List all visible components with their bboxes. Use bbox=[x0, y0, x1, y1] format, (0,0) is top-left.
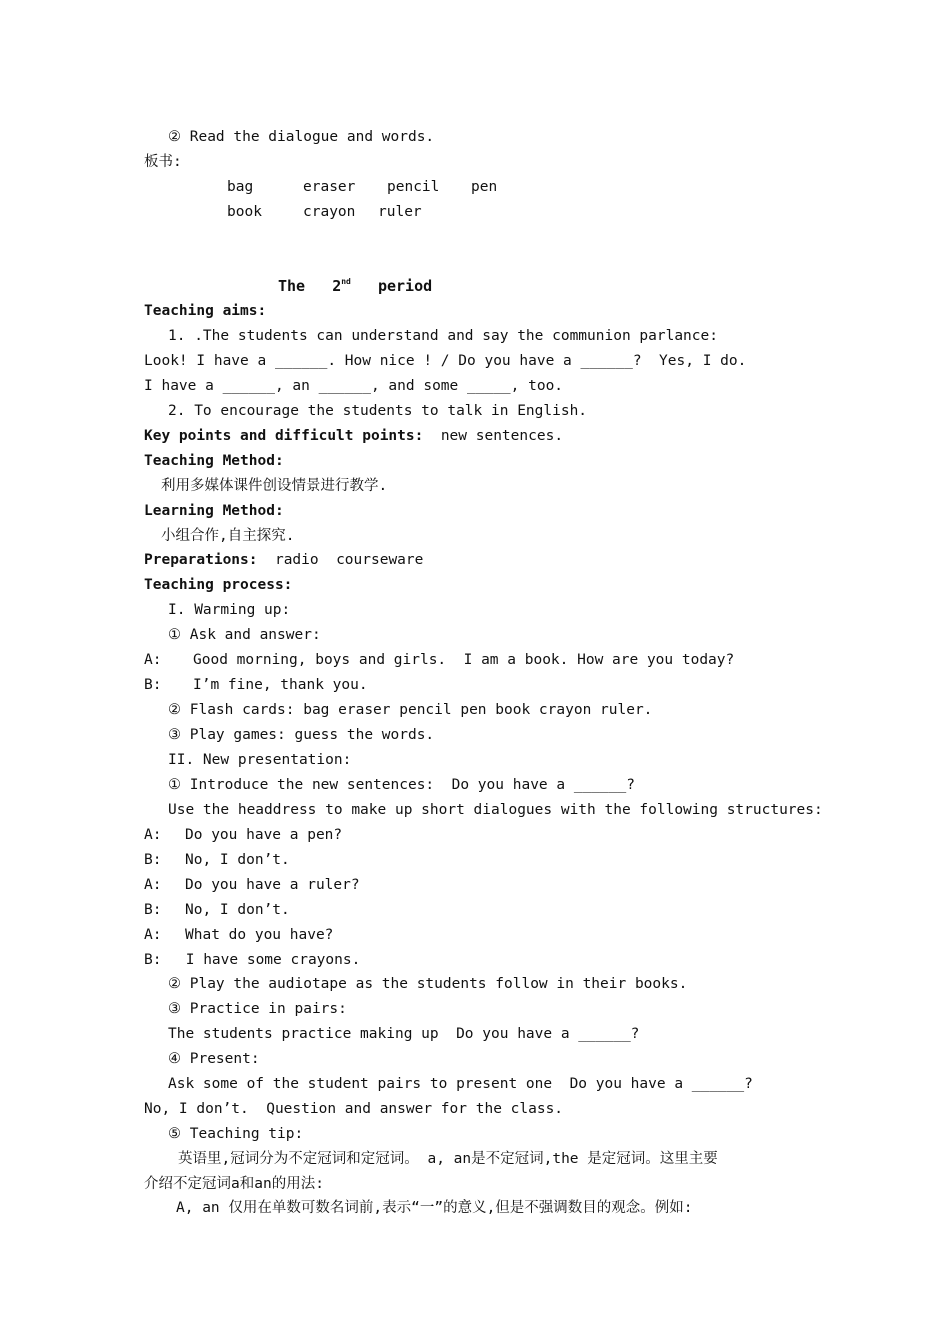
word-bag: bag bbox=[227, 179, 254, 195]
ask-and-answer: ① Ask and answer: bbox=[168, 627, 321, 643]
dialogue-text: No, I don’t. bbox=[185, 902, 290, 918]
dialogue-speaker: B: bbox=[144, 902, 162, 918]
key-points-heading: Key points and difficult points: bbox=[144, 428, 424, 444]
dialogue-text: No, I don’t. bbox=[185, 852, 290, 868]
dialogue-speaker: A: bbox=[144, 827, 162, 843]
dialogue-text: Do you have a pen? bbox=[185, 827, 343, 843]
dialogue-speaker: A: bbox=[144, 877, 162, 893]
aim-2: 2. To encourage the students to talk in English. bbox=[168, 403, 588, 419]
speaker-a-1-text: Good morning, boys and girls. I am a book. How are you today? bbox=[193, 652, 735, 668]
aim-1: 1. .The students can understand and say the communion parlance: bbox=[168, 328, 718, 344]
dialogue-text: I have some crayons. bbox=[177, 952, 361, 968]
new-presentation: II. New presentation: bbox=[168, 752, 352, 768]
present: ④ Present: bbox=[168, 1051, 260, 1067]
period-suffix: nd bbox=[341, 277, 351, 286]
dialogue-text: What do you have? bbox=[185, 927, 334, 943]
step-read-dialogue: ② Read the dialogue and words. bbox=[168, 129, 435, 145]
teaching-aims-heading: Teaching aims: bbox=[144, 303, 267, 319]
learning-method-text: 小组合作,自主探究. bbox=[161, 528, 295, 544]
teaching-process-heading: Teaching process: bbox=[144, 577, 293, 593]
tip-text-2: 介绍不定冠词a和an的用法: bbox=[144, 1176, 324, 1192]
present-text: Ask some of the student pairs to present one Do you have a ______? bbox=[168, 1076, 753, 1092]
period-number: 2 bbox=[332, 277, 342, 295]
dialogue-speaker: B: bbox=[144, 952, 162, 968]
introduce-sentences: ① Introduce the new sentences: Do you have a ______? bbox=[168, 777, 635, 793]
tip-text-3: A, an 仅用在单数可数名词前,表示“一”的意义,但是不强调数目的观念。例如: bbox=[176, 1200, 693, 1216]
word-eraser: eraser bbox=[303, 179, 356, 195]
word-pencil: pencil bbox=[387, 179, 440, 195]
practice-text: The students practice making up Do you have a ______? bbox=[168, 1026, 640, 1042]
tip-text-1: 英语里,冠词分为不定冠词和定冠词。 a, an是不定冠词,the 是定冠词。这里主要 bbox=[178, 1151, 718, 1167]
practice-in-pairs: ③ Practice in pairs: bbox=[168, 1001, 347, 1017]
play-games: ③ Play games: guess the words. bbox=[168, 727, 435, 743]
warming-up: I. Warming up: bbox=[168, 602, 291, 618]
key-points-line bbox=[144, 427, 563, 445]
dialogue-speaker: B: bbox=[144, 852, 162, 868]
word-crayon: crayon bbox=[303, 204, 356, 220]
speaker-b-1-text: I’m fine, thank you. bbox=[193, 677, 368, 693]
period-title bbox=[278, 277, 432, 295]
blackboard-label: 板书: bbox=[144, 154, 182, 170]
period-word: period bbox=[377, 277, 433, 295]
dialogue-text: Do you have a ruler? bbox=[185, 877, 360, 893]
teaching-method-heading: Teaching Method: bbox=[144, 453, 284, 469]
period-the: The bbox=[278, 277, 306, 295]
dialogue-speaker: A: bbox=[144, 927, 162, 943]
preparations-heading: Preparations: bbox=[144, 552, 258, 568]
flash-cards: ② Flash cards: bag eraser pencil pen book crayon ruler. bbox=[168, 702, 653, 718]
preparations-line bbox=[144, 551, 423, 569]
learning-method-heading: Learning Method: bbox=[144, 503, 284, 519]
word-pen: pen bbox=[471, 179, 498, 195]
preparations-text: radio courseware bbox=[274, 552, 424, 568]
speaker-a-1: A: bbox=[144, 652, 162, 668]
aim-1-line-3: I have a ______, an ______, and some _____, too. bbox=[144, 378, 564, 394]
word-ruler: ruler bbox=[378, 204, 422, 220]
teaching-tip: ⑤ Teaching tip: bbox=[168, 1126, 304, 1142]
key-points-text: new sentences. bbox=[440, 428, 564, 444]
play-audiotape: ② Play the audiotape as the students follow in their books. bbox=[168, 976, 688, 992]
word-book: book bbox=[227, 204, 262, 220]
present-text-2: No, I don’t. Question and answer for the class. bbox=[144, 1101, 564, 1117]
speaker-b-1: B: bbox=[144, 677, 162, 693]
use-headdress: Use the headdress to make up short dialogues with the following structures: bbox=[168, 802, 823, 818]
teaching-method-text: 利用多媒体课件创设情景进行教学. bbox=[161, 478, 388, 494]
aim-1-line-2: Look! I have a ______. How nice ! / Do you have a ______? Yes, I do. bbox=[144, 353, 747, 369]
